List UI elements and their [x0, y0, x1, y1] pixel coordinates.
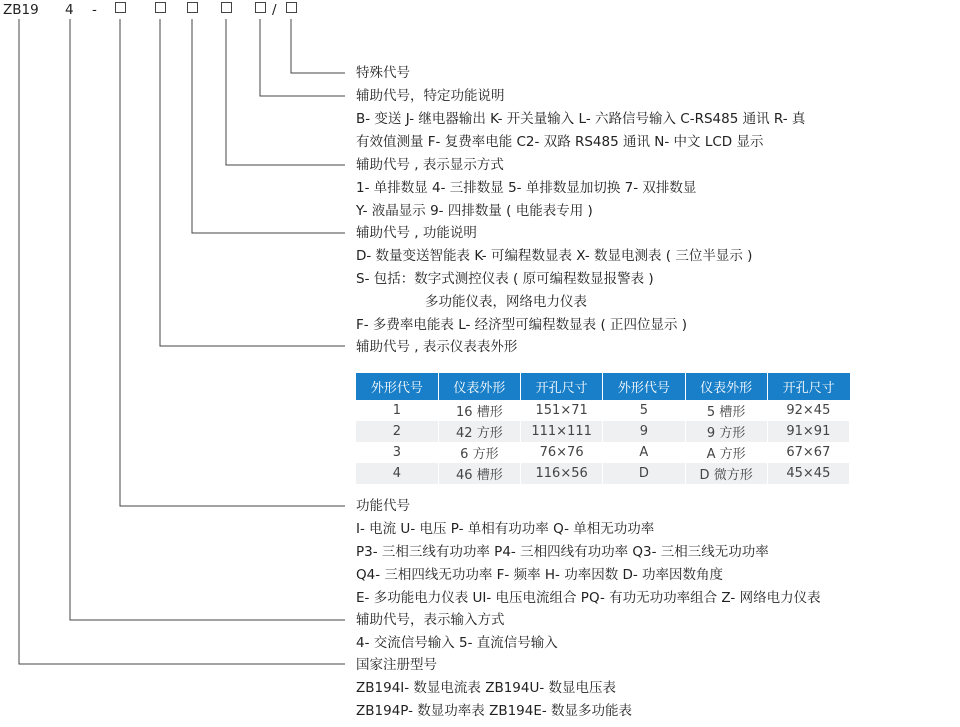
- table-cell: 3: [356, 442, 438, 463]
- header-shape-code-1: 外形代号: [356, 373, 438, 400]
- header-cutout-1: 开孔尺寸: [521, 373, 603, 400]
- table-cell: D: [603, 463, 685, 484]
- leader-function-code: [120, 19, 345, 506]
- table-cell: 9: [603, 421, 685, 442]
- national-reg-line-2: ZB194P- 数显功率表 ZB194E- 数显多功能表: [356, 703, 633, 719]
- code-box-display: [221, 2, 232, 13]
- table-cell: 151×71: [521, 400, 603, 421]
- leader-aux-display: [226, 19, 345, 165]
- aux-display-line-1: 1- 单排数显 4- 三排数显 5- 单排数显加切换 7- 双排数显: [356, 180, 697, 196]
- code-box-special: [286, 2, 297, 13]
- code-box-aux-function: [187, 2, 198, 13]
- header-shape-2: 仪表外形: [685, 373, 767, 400]
- aux-function-line-1: D- 数量变送智能表 K- 可编程数显表 X- 数显电测表 ( 三位半显示 ): [356, 248, 753, 264]
- leader-aux-function: [192, 19, 345, 233]
- aux-display-label: 辅助代号 , 表示显示方式: [356, 157, 504, 173]
- model-slash: /: [272, 2, 277, 18]
- table-cell: D 微方形: [685, 463, 767, 484]
- table-cell: 42 方形: [438, 421, 520, 442]
- aux-function-line-2: S- 包括：数字式测控仪表 ( 原可编程数显报警表 ): [356, 271, 654, 287]
- code-box-shape: [155, 2, 166, 13]
- table-cell: 45×45: [767, 463, 849, 484]
- leader-aux-special: [260, 19, 345, 96]
- national-reg-line-1: ZB194I- 数显电流表 ZB194U- 数显电压表: [356, 680, 617, 696]
- model-prefix: ZB19: [3, 2, 39, 18]
- function-code-line-2: P3- 三相三线有功功率 P4- 三相四线有功功率 Q3- 三相三线无功功率: [356, 544, 769, 560]
- table-cell: 111×111: [521, 421, 603, 442]
- aux-special-label: 辅助代号，特定功能说明: [356, 88, 505, 104]
- table-cell: A: [603, 442, 685, 463]
- table-cell: 91×91: [767, 421, 849, 442]
- aux-input-line-1: 4- 交流信号输入 5- 直流信号输入: [356, 635, 558, 651]
- table-cell: 46 槽形: [438, 463, 520, 484]
- special-code-label: 特殊代号: [356, 65, 410, 81]
- header-shape-1: 仪表外形: [438, 373, 520, 400]
- leader-national: [19, 19, 345, 664]
- table-cell: 67×67: [767, 442, 849, 463]
- function-code-line-4: E- 多功能电力仪表 UI- 电压电流组合 PQ- 有功无功功率组合 Z- 网络电力仪表: [356, 590, 821, 606]
- table-row: [356, 400, 850, 421]
- table-cell: 4: [356, 463, 438, 484]
- table-cell: 5: [603, 400, 685, 421]
- leader-aux-shape: [160, 19, 345, 346]
- table-row: [356, 421, 850, 442]
- table-row: [356, 463, 850, 484]
- model-digit: 4: [65, 2, 74, 18]
- table-cell: 1: [356, 400, 438, 421]
- table-cell: 9 方形: [685, 421, 767, 442]
- header-shape-code-2: 外形代号: [603, 373, 685, 400]
- aux-function-line-4: F- 多费率电能表 L- 经济型可编程数显表 ( 正四位显示 ): [356, 317, 688, 333]
- aux-shape-label: 辅助代号 , 表示仪表表外形: [356, 339, 518, 355]
- table-cell: A 方形: [685, 442, 767, 463]
- table-cell: 92×45: [767, 400, 849, 421]
- table-cell: 2: [356, 421, 438, 442]
- function-code-line-1: I- 电流 U- 电压 P- 单相有功功率 Q- 单相无功功率: [356, 521, 655, 537]
- table-cell: 116×56: [521, 463, 603, 484]
- header-cutout-2: 开孔尺寸: [767, 373, 849, 400]
- leader-aux-input: [70, 19, 345, 620]
- function-code-label: 功能代号: [356, 498, 410, 514]
- code-box-aux-special: [255, 2, 266, 13]
- function-code-line-3: Q4- 三相四线无功功率 F- 频率 H- 功率因数 D- 功率因数角度: [356, 567, 724, 583]
- table-row: [356, 442, 850, 463]
- leader-special: [291, 19, 345, 73]
- aux-function-label: 辅助代号 , 功能说明: [356, 225, 477, 241]
- table-cell: 76×76: [521, 442, 603, 463]
- table-cell: 16 槽形: [438, 400, 520, 421]
- shape-table-header: [356, 373, 850, 400]
- aux-input-label: 辅助代号，表示输入方式: [356, 612, 505, 628]
- shape-table: [356, 373, 850, 484]
- national-reg-label: 国家注册型号: [356, 657, 437, 673]
- aux-special-line-1: B- 变送 J- 继电器输出 K- 开关量输入 L- 六路信号输入 C-RS485 通讯 R- 真: [356, 111, 806, 127]
- aux-special-line-2: 有效值测量 F- 复费率电能 C2- 双路 RS485 通讯 N- 中文 LCD 显示: [356, 134, 764, 150]
- model-dash: -: [92, 2, 97, 18]
- table-cell: 6 方形: [438, 442, 520, 463]
- aux-display-line-2: Y- 液晶显示 9- 四排数量 ( 电能表专用 ): [356, 203, 593, 219]
- table-cell: 5 槽形: [685, 400, 767, 421]
- code-box-function: [115, 2, 126, 13]
- aux-function-line-3: 多功能仪表，网络电力仪表: [425, 294, 587, 310]
